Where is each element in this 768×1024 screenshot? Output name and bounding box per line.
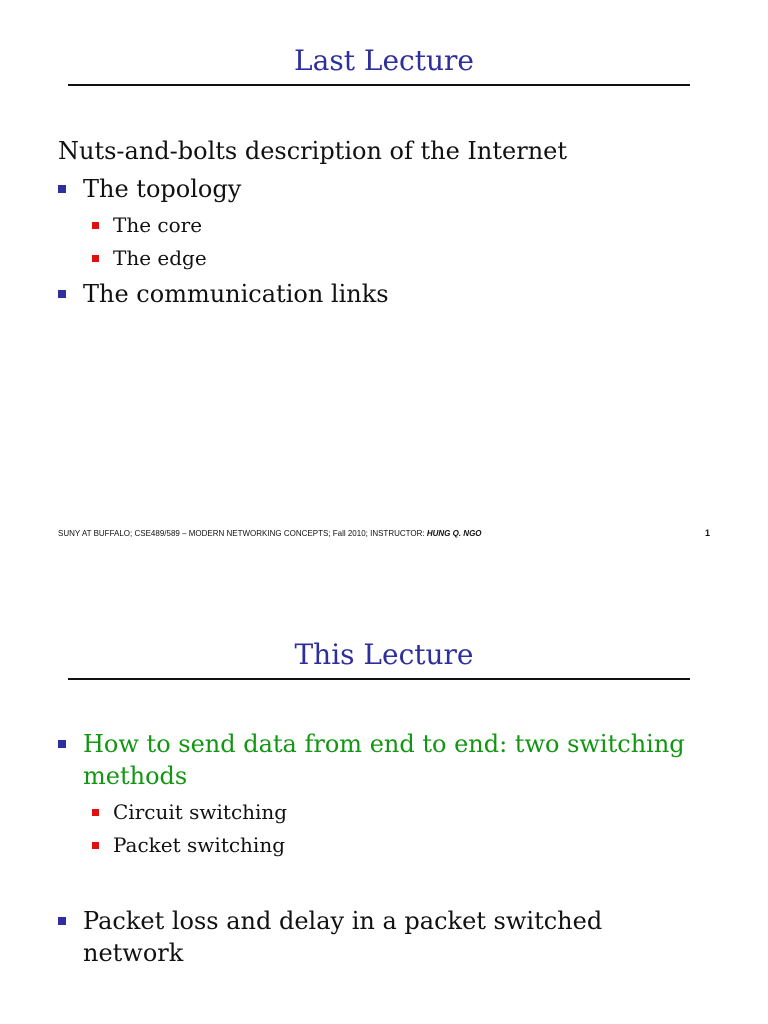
square-bullet-icon <box>58 917 66 925</box>
sub-bullet-text: Circuit switching <box>113 800 288 824</box>
footer-text: SUNY AT BUFFALO; CSE489/589 – MODERN NETWORKING CONCEPTS; Fall 2010; INSTRUCTOR: <box>58 529 427 538</box>
slide-title: This Lecture <box>294 638 474 671</box>
slide-this-lecture <box>0 594 768 1024</box>
sub-bullet-circuit-switching <box>92 799 287 825</box>
slide-title: Last Lecture <box>294 44 474 77</box>
intro-text: Nuts-and-bolts description of the Internet <box>58 137 567 165</box>
footer-instructor: HUNG Q. NGO <box>426 529 482 538</box>
page-number: 1 <box>705 528 711 538</box>
bullet-text: The topology <box>83 175 242 203</box>
sub-bullet-text: Packet switching <box>113 833 286 857</box>
square-bullet-icon <box>92 842 99 849</box>
bullet-packet-loss-delay <box>58 905 703 969</box>
square-bullet-icon <box>58 185 66 193</box>
square-bullet-icon <box>92 809 99 816</box>
sub-bullet-packet-switching <box>92 832 285 858</box>
sub-bullet-text: The core <box>113 213 203 237</box>
bullet-text: Packet loss and delay in a packet switched network <box>83 907 603 967</box>
square-bullet-icon <box>92 222 99 229</box>
square-bullet-icon <box>58 740 66 748</box>
square-bullet-icon <box>58 290 66 298</box>
bullet-text: The communication links <box>83 280 389 308</box>
bullet-communication-links <box>58 278 703 310</box>
sub-bullet-edge <box>92 245 207 271</box>
sub-bullet-core <box>92 212 202 238</box>
slide-footer <box>58 529 482 538</box>
bullet-topology <box>58 173 703 205</box>
bullet-text: How to send data from end to end: two switching methods <box>83 730 685 790</box>
title-divider <box>68 678 690 680</box>
square-bullet-icon <box>92 255 99 262</box>
title-divider <box>68 84 690 86</box>
sub-bullet-text: The edge <box>113 246 207 270</box>
bullet-switching-methods <box>58 728 703 792</box>
